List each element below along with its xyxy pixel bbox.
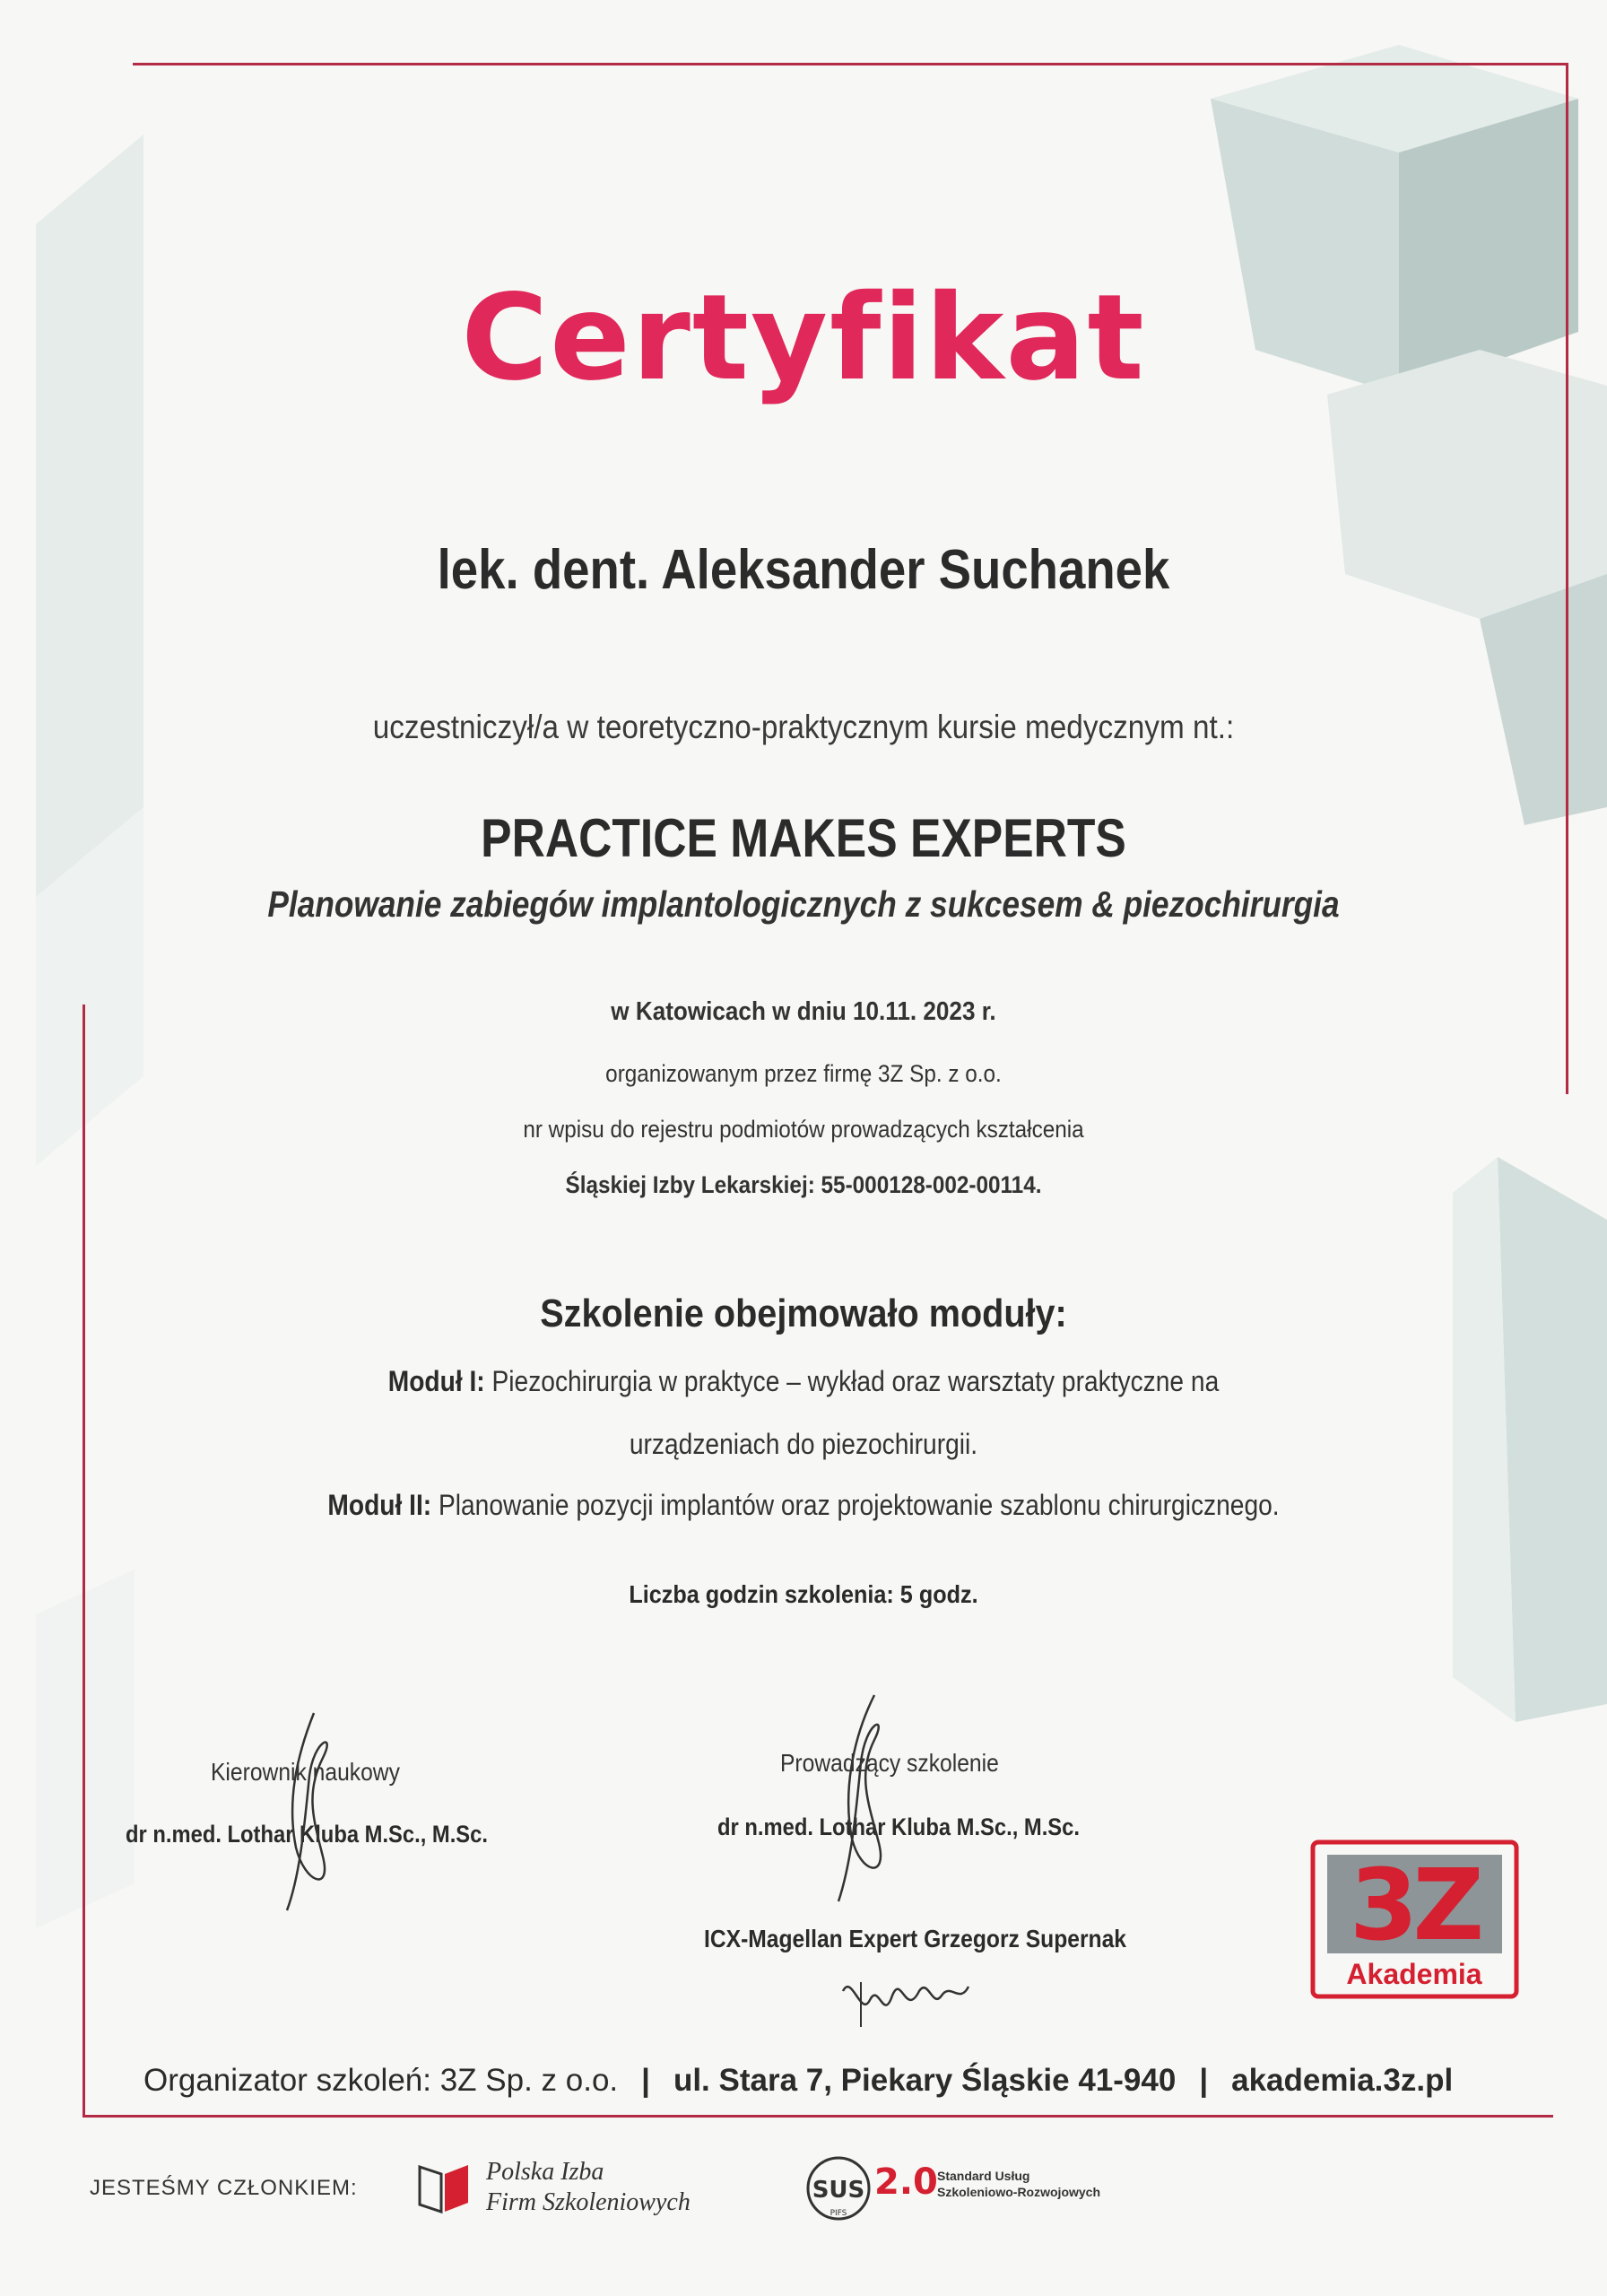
registry-text: nr wpisu do rejestru podmiotów prowadzących kształcenia (523, 1116, 1084, 1143)
certificate-title: Certyfikat (461, 269, 1146, 407)
module-2-label: Moduł II: (327, 1489, 432, 1521)
training-hours: Liczba godzin szkolenia: 5 godz. (629, 1580, 978, 1608)
module-2-line (97, 1489, 1511, 1522)
chamber-registry: Śląskiej Izby Lekarskiej: 55-000128-002-00114. (565, 1171, 1042, 1198)
svg-text:PIFS: PIFS (830, 2209, 847, 2218)
sus-version: 2.0 (874, 2161, 938, 2203)
3z-akademia-logo (1309, 1839, 1520, 2000)
pifs-line-1: Polska Izba (486, 2158, 604, 2186)
sus-line-1: Standard Usług (937, 2169, 1030, 2183)
top-border (133, 63, 1568, 65)
svg-text:3Z: 3Z (1349, 1848, 1480, 1962)
sus-circle-icon (803, 2152, 874, 2224)
right-signature-role: Prowadzący szkolenie (780, 1749, 999, 1777)
footer-organizer: Organizator szkoleń: 3Z Sp. z o.o. (143, 2063, 619, 2098)
svg-text:Akademia: Akademia (1346, 1958, 1482, 1990)
module-1-line-2: urządzeniach do piezochirurgii. (629, 1428, 978, 1460)
footer-bar: Organizator szkoleń: 3Z Sp. z o.o. | ul. Stara 7, Piekary Śląskie 41-940 | akademia.3z.pl (143, 2063, 1454, 2098)
left-signature-name: dr n.med. Lothar Kluba M.Sc., M.Sc. (126, 1821, 488, 1848)
pifs-book-icon (413, 2158, 475, 2215)
module-2-text: Planowanie pozycji implantów oraz projektowanie szablonu chirurgicznego. (438, 1489, 1280, 1521)
svg-text:SUS: SUS (812, 2177, 865, 2204)
pifs-logo (413, 2152, 735, 2224)
recipient-name: lek. dent. Aleksander Suchanek (437, 539, 1170, 601)
right-border-top (1566, 63, 1568, 1094)
module-1-label: Moduł I: (387, 1365, 485, 1397)
right-signature-scribble (807, 1686, 915, 1910)
left-signature-scribble (260, 1704, 368, 1919)
module-1-line-1 (97, 1365, 1511, 1398)
course-name: PRACTICE MAKES EXPERTS (481, 808, 1126, 868)
third-signature-scribble (834, 1955, 977, 2036)
place-date: w Katowicach w dniu 10.11. 2023 r. (611, 997, 996, 1026)
pifs-line-2: Firm Szkoleniowych (486, 2188, 691, 2216)
course-subtitle: Planowanie zabiegów implantologicznych z sukcesem & piezochirurgia (267, 883, 1340, 925)
members-label: JESTEŚMY CZŁONKIEM: (90, 2176, 358, 2200)
module-1-text: Piezochirurgia w praktyce – wykład oraz warsztaty praktyczne na (491, 1365, 1220, 1397)
organized-by: organizowanym przez firmę 3Z Sp. z o.o. (605, 1060, 1002, 1087)
3z-logo-mark (1309, 1839, 1520, 2000)
right-signature-name: dr n.med. Lothar Kluba M.Sc., M.Sc. (717, 1813, 1080, 1840)
modules-heading: Szkolenie obejmowało moduły: (540, 1292, 1067, 1335)
participation-text: uczestniczył/a w teoretyczno-praktycznym kursie medycznym nt.: (372, 709, 1235, 745)
third-signature-name: ICX-Magellan Expert Grzegorz Supernak (704, 1925, 1127, 1952)
sus-line-2: Szkoleniowo-Rozwojowych (937, 2185, 1101, 2199)
sus-logo (803, 2152, 1143, 2224)
footer-address: ul. Stara 7, Piekary Śląskie 41-940 (673, 2063, 1177, 2098)
left-signature-role: Kierownik naukowy (211, 1758, 400, 1786)
bottom-border (83, 2115, 1553, 2118)
footer-website[interactable]: akademia.3z.pl (1231, 2063, 1454, 2098)
